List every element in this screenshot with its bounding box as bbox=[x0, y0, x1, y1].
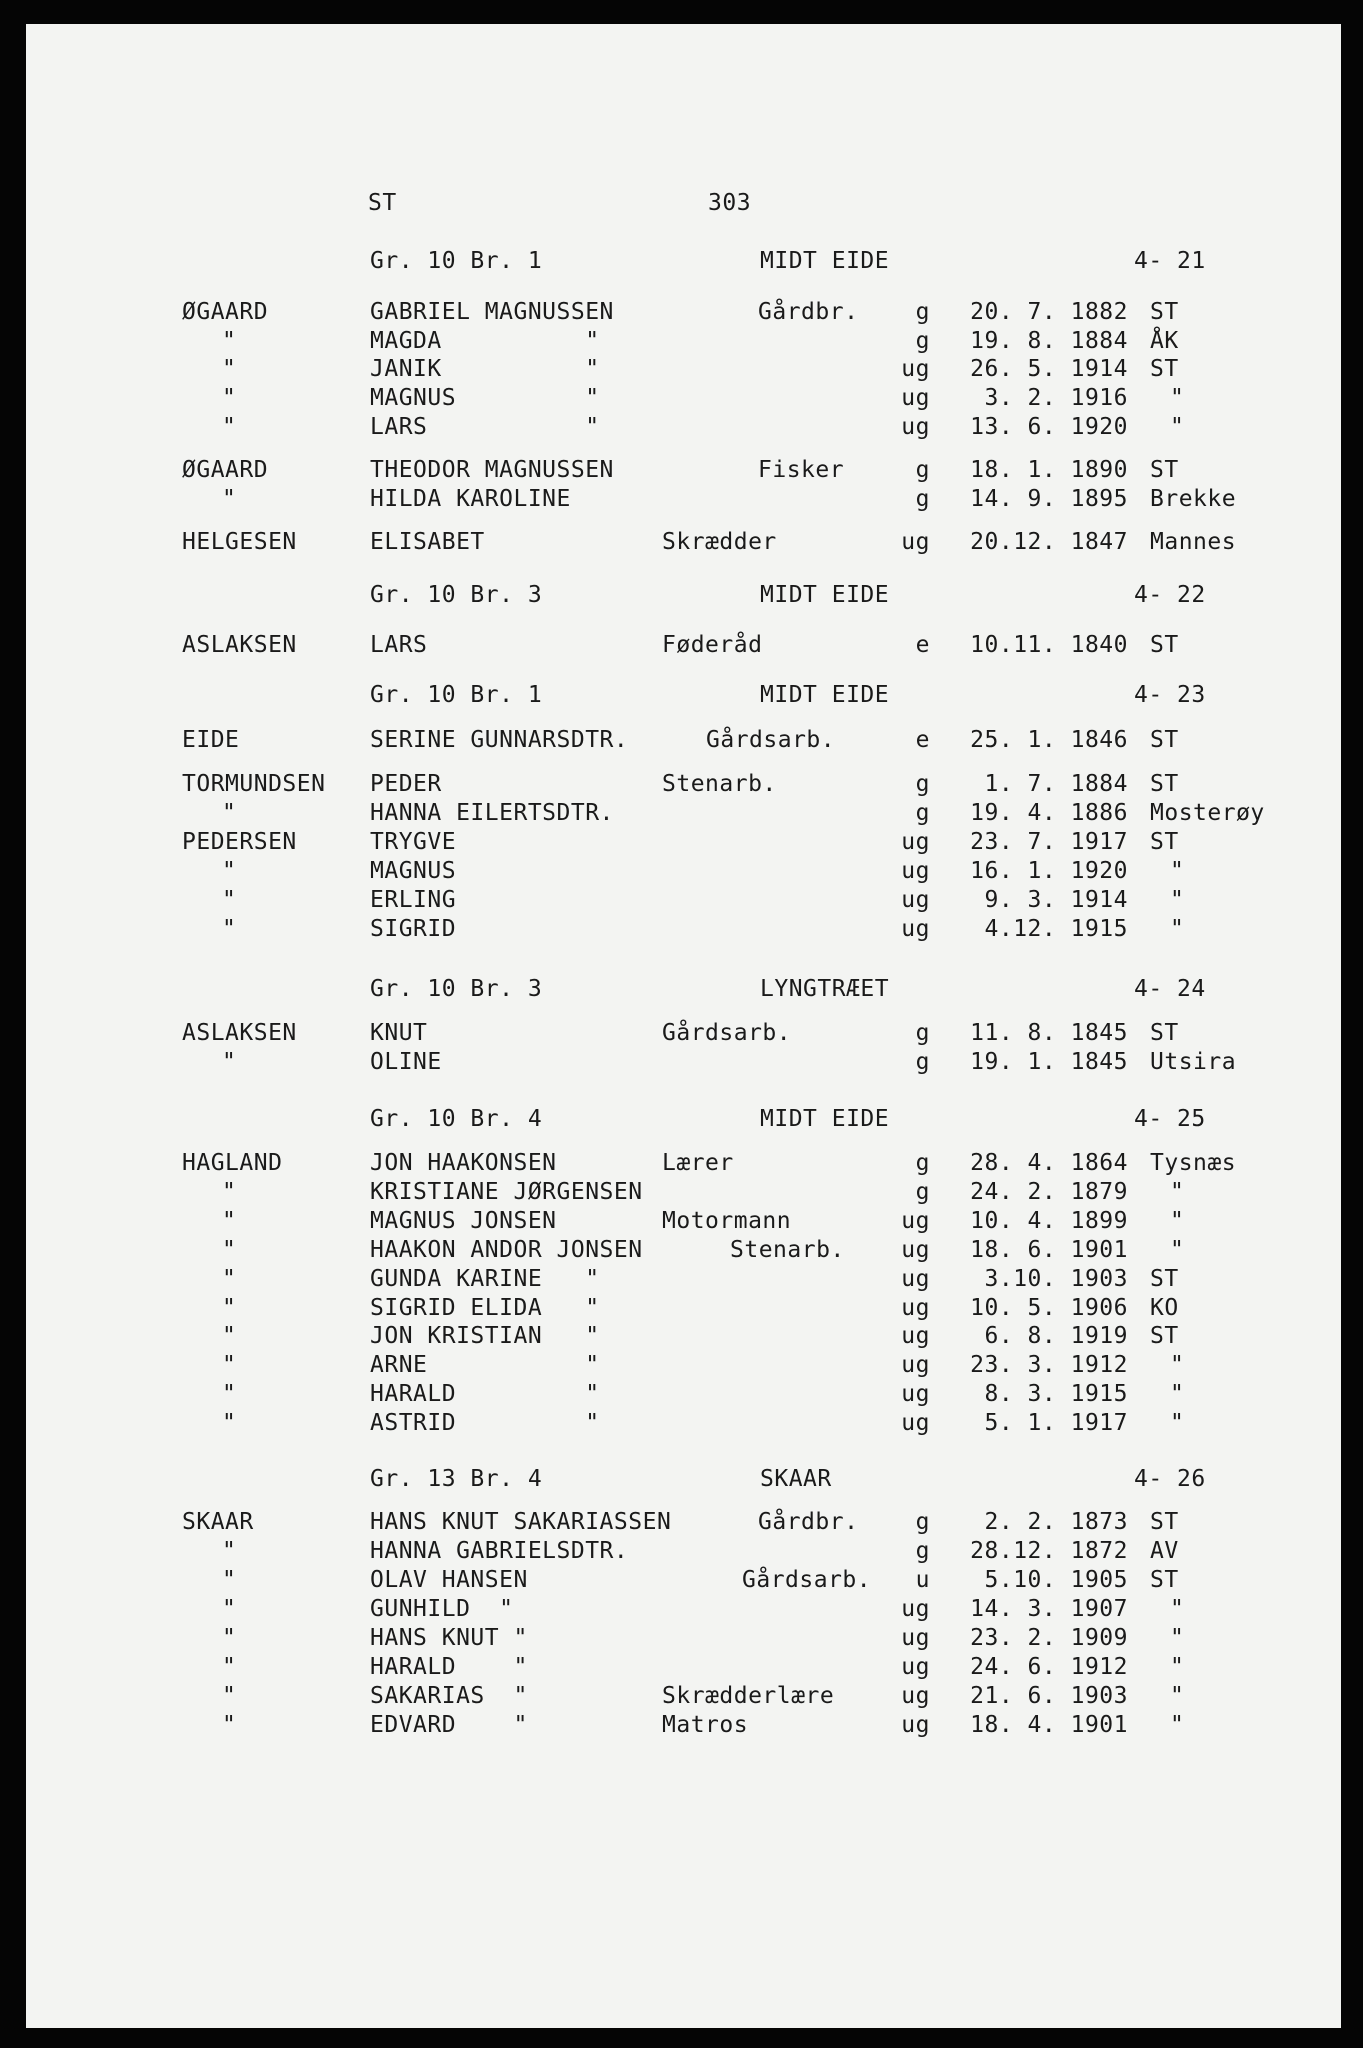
row-date: 24. 6. 1912 bbox=[970, 1654, 1128, 1680]
row-name: LARS bbox=[370, 632, 428, 658]
row-birthplace: Mannes bbox=[1150, 529, 1237, 555]
row-status: ug bbox=[901, 858, 930, 884]
row-status: ug bbox=[901, 1266, 930, 1292]
row-status: ug bbox=[901, 414, 930, 440]
row-surname: " bbox=[222, 1352, 237, 1378]
row-name: ERLING bbox=[370, 887, 457, 913]
row-birthplace: ST bbox=[1150, 771, 1179, 797]
row-date: 23. 2. 1909 bbox=[970, 1625, 1128, 1651]
row-date: 18. 4. 1901 bbox=[970, 1712, 1128, 1738]
row-surname: " bbox=[222, 916, 237, 942]
row-name: GUNHILD " bbox=[370, 1596, 514, 1622]
row-name: ARNE " bbox=[370, 1352, 600, 1378]
row-birthplace: ST bbox=[1150, 632, 1179, 658]
row-surname: " bbox=[222, 1538, 237, 1564]
row-birthplace: ST bbox=[1150, 1567, 1179, 1593]
row-occupation: Gårdsarb. bbox=[742, 1567, 872, 1593]
row-status: ug bbox=[901, 1683, 930, 1709]
row-name: EDVARD " bbox=[370, 1712, 528, 1738]
row-birthplace: ST bbox=[1150, 356, 1179, 382]
row-status: ug bbox=[901, 1381, 930, 1407]
row-status: g bbox=[915, 1049, 930, 1075]
row-birthplace: " bbox=[1170, 1596, 1185, 1622]
row-surname: " bbox=[222, 1712, 237, 1738]
row-status: g bbox=[915, 1538, 930, 1564]
row-surname: " bbox=[222, 1567, 237, 1593]
row-occupation: Skrædderlære bbox=[662, 1683, 835, 1709]
row-date: 10.11. 1840 bbox=[970, 632, 1128, 658]
row-status: ug bbox=[901, 829, 930, 855]
row-date: 1. 7. 1884 bbox=[984, 771, 1128, 797]
row-birthplace: ST bbox=[1150, 1323, 1179, 1349]
row-birthplace: " bbox=[1170, 916, 1185, 942]
row-date: 6. 8. 1919 bbox=[984, 1323, 1128, 1349]
row-surname: " bbox=[222, 800, 237, 826]
row-surname: " bbox=[222, 887, 237, 913]
row-surname: " bbox=[222, 1266, 237, 1292]
row-date: 2. 2. 1873 bbox=[984, 1509, 1128, 1535]
row-status: g bbox=[915, 457, 930, 483]
row-date: 14. 9. 1895 bbox=[970, 486, 1128, 512]
row-status: ug bbox=[901, 1596, 930, 1622]
row-birthplace: ST bbox=[1150, 299, 1179, 325]
row-birthplace: " bbox=[1170, 1410, 1185, 1436]
row-birthplace: Brekke bbox=[1150, 486, 1237, 512]
row-surname: " bbox=[222, 1654, 237, 1680]
row-occupation: Fisker bbox=[758, 457, 845, 483]
row-date: 13. 6. 1920 bbox=[970, 414, 1128, 440]
row-surname: " bbox=[222, 1625, 237, 1651]
row-status: ug bbox=[901, 356, 930, 382]
row-name: HAAKON ANDOR JONSEN bbox=[370, 1237, 643, 1263]
row-occupation: Gårdsarb. bbox=[706, 727, 836, 753]
row-name: GABRIEL MAGNUSSEN bbox=[370, 299, 614, 325]
row-birthplace: " bbox=[1170, 385, 1185, 411]
row-surname: " bbox=[222, 1237, 237, 1263]
row-birthplace: " bbox=[1170, 1237, 1185, 1263]
page-number: 303 bbox=[708, 190, 752, 216]
row-occupation: Føderåd bbox=[662, 632, 763, 658]
row-name: SERINE GUNNARSDTR. bbox=[370, 727, 629, 753]
row-status: u bbox=[915, 1567, 930, 1593]
row-name: JANIK " bbox=[370, 356, 600, 382]
row-name: SAKARIAS " bbox=[370, 1683, 528, 1709]
row-status: e bbox=[915, 632, 930, 658]
row-date: 23. 7. 1917 bbox=[970, 829, 1128, 855]
row-date: 21. 6. 1903 bbox=[970, 1683, 1128, 1709]
row-occupation: Stenarb. bbox=[662, 771, 777, 797]
row-surname: " bbox=[222, 328, 237, 354]
row-name: HANS KNUT SAKARIASSEN bbox=[370, 1509, 672, 1535]
row-surname: " bbox=[222, 414, 237, 440]
row-status: ug bbox=[901, 1352, 930, 1378]
row-date: 18. 6. 1901 bbox=[970, 1237, 1128, 1263]
row-surname: " bbox=[222, 1049, 237, 1075]
row-surname: " bbox=[222, 1295, 237, 1321]
section-place: MIDT EIDE bbox=[760, 582, 890, 608]
row-birthplace: ÅK bbox=[1150, 328, 1179, 354]
row-occupation: Matros bbox=[662, 1712, 749, 1738]
row-birthplace: ST bbox=[1150, 457, 1179, 483]
row-surname: SKAAR bbox=[182, 1509, 254, 1535]
row-date: 10. 5. 1906 bbox=[970, 1295, 1128, 1321]
row-name: HANS KNUT " bbox=[370, 1625, 528, 1651]
row-birthplace: ST bbox=[1150, 1509, 1179, 1535]
row-surname: " bbox=[222, 858, 237, 884]
row-surname: HAGLAND bbox=[182, 1150, 283, 1176]
row-birthplace: ST bbox=[1150, 1266, 1179, 1292]
row-date: 19. 1. 1845 bbox=[970, 1049, 1128, 1075]
row-surname: " bbox=[222, 1410, 237, 1436]
row-surname: ØGAARD bbox=[182, 457, 269, 483]
row-status: ug bbox=[901, 529, 930, 555]
row-name: ELISABET bbox=[370, 529, 485, 555]
row-birthplace: ST bbox=[1150, 727, 1179, 753]
row-status: ug bbox=[901, 1410, 930, 1436]
header-code: ST bbox=[368, 190, 397, 216]
row-status: g bbox=[915, 299, 930, 325]
row-surname: ASLAKSEN bbox=[182, 1020, 297, 1046]
row-name: MAGNUS bbox=[370, 858, 457, 884]
row-date: 26. 5. 1914 bbox=[970, 356, 1128, 382]
row-surname: " bbox=[222, 1323, 237, 1349]
row-surname: " bbox=[222, 486, 237, 512]
row-birthplace: ST bbox=[1150, 829, 1179, 855]
row-status: ug bbox=[901, 887, 930, 913]
row-birthplace: Mosterøy bbox=[1150, 800, 1265, 826]
row-name: HARALD " bbox=[370, 1654, 528, 1680]
section-place: LYNGTRÆET bbox=[760, 976, 890, 1002]
row-date: 25. 1. 1846 bbox=[970, 727, 1128, 753]
row-status: g bbox=[915, 1179, 930, 1205]
row-occupation: Stenarb. bbox=[730, 1237, 845, 1263]
row-surname: " bbox=[222, 1596, 237, 1622]
row-surname: " bbox=[222, 1381, 237, 1407]
row-status: ug bbox=[901, 385, 930, 411]
section-group: Gr. 10 Br. 1 bbox=[370, 248, 543, 274]
row-status: g bbox=[915, 771, 930, 797]
row-date: 24. 2. 1879 bbox=[970, 1179, 1128, 1205]
row-surname: " bbox=[222, 1208, 237, 1234]
row-name: GUNDA KARINE " bbox=[370, 1266, 600, 1292]
row-name: MAGNUS " bbox=[370, 385, 600, 411]
row-name: MAGDA " bbox=[370, 328, 600, 354]
row-birthplace: " bbox=[1170, 1208, 1185, 1234]
row-name: OLAV HANSEN bbox=[370, 1567, 528, 1593]
section-place: SKAAR bbox=[760, 1466, 832, 1492]
row-occupation: Gårdsarb. bbox=[662, 1020, 792, 1046]
row-birthplace: Utsira bbox=[1150, 1049, 1237, 1075]
row-name: HANNA GABRIELSDTR. bbox=[370, 1538, 629, 1564]
row-status: g bbox=[915, 800, 930, 826]
row-birthplace: " bbox=[1170, 1654, 1185, 1680]
row-status: g bbox=[915, 1509, 930, 1535]
row-date: 3. 2. 1916 bbox=[984, 385, 1128, 411]
row-birthplace: " bbox=[1170, 1381, 1185, 1407]
row-surname: " bbox=[222, 1179, 237, 1205]
row-name: ASTRID " bbox=[370, 1410, 600, 1436]
section-number: 4- 26 bbox=[1134, 1466, 1206, 1492]
row-date: 10. 4. 1899 bbox=[970, 1208, 1128, 1234]
section-number: 4- 23 bbox=[1134, 682, 1206, 708]
row-occupation: Gårdbr. bbox=[758, 1509, 859, 1535]
row-name: OLINE bbox=[370, 1049, 442, 1075]
row-name: PEDER bbox=[370, 771, 442, 797]
document-page bbox=[26, 24, 1341, 2028]
row-surname: ASLAKSEN bbox=[182, 632, 297, 658]
row-status: g bbox=[915, 1150, 930, 1176]
row-date: 18. 1. 1890 bbox=[970, 457, 1128, 483]
row-status: g bbox=[915, 328, 930, 354]
row-name: THEODOR MAGNUSSEN bbox=[370, 457, 614, 483]
row-status: ug bbox=[901, 1295, 930, 1321]
row-birthplace: AV bbox=[1150, 1538, 1179, 1564]
row-date: 14. 3. 1907 bbox=[970, 1596, 1128, 1622]
row-birthplace: " bbox=[1170, 1352, 1185, 1378]
row-date: 20.12. 1847 bbox=[970, 529, 1128, 555]
row-birthplace: " bbox=[1170, 1625, 1185, 1651]
row-name: KRISTIANE JØRGENSEN bbox=[370, 1179, 643, 1205]
row-name: HANNA EILERTSDTR. bbox=[370, 800, 614, 826]
row-surname: " bbox=[222, 385, 237, 411]
row-date: 5. 1. 1917 bbox=[984, 1410, 1128, 1436]
section-number: 4- 25 bbox=[1134, 1106, 1206, 1132]
row-date: 4.12. 1915 bbox=[984, 916, 1128, 942]
row-status: g bbox=[915, 486, 930, 512]
row-birthplace: " bbox=[1170, 1179, 1185, 1205]
row-status: ug bbox=[901, 1323, 930, 1349]
row-surname: " bbox=[222, 356, 237, 382]
row-name: HILDA KAROLINE bbox=[370, 486, 571, 512]
row-date: 16. 1. 1920 bbox=[970, 858, 1128, 884]
section-number: 4- 24 bbox=[1134, 976, 1206, 1002]
row-status: ug bbox=[901, 1237, 930, 1263]
section-group: Gr. 10 Br. 4 bbox=[370, 1106, 543, 1132]
row-surname: PEDERSEN bbox=[182, 829, 297, 855]
row-status: ug bbox=[901, 1625, 930, 1651]
row-occupation: Skrædder bbox=[662, 529, 777, 555]
row-date: 3.10. 1903 bbox=[984, 1266, 1128, 1292]
row-birthplace: " bbox=[1170, 887, 1185, 913]
row-date: 19. 8. 1884 bbox=[970, 328, 1128, 354]
row-date: 23. 3. 1912 bbox=[970, 1352, 1128, 1378]
row-status: e bbox=[915, 727, 930, 753]
row-status: ug bbox=[901, 916, 930, 942]
row-date: 28. 4. 1864 bbox=[970, 1150, 1128, 1176]
row-name: KNUT bbox=[370, 1020, 428, 1046]
section-group: Gr. 10 Br. 3 bbox=[370, 976, 543, 1002]
row-status: g bbox=[915, 1020, 930, 1046]
row-occupation: Lærer bbox=[662, 1150, 734, 1176]
row-occupation: Motormann bbox=[662, 1208, 792, 1234]
row-surname: HELGESEN bbox=[182, 529, 297, 555]
row-birthplace: Tysnæs bbox=[1150, 1150, 1237, 1176]
row-birthplace: ST bbox=[1150, 1020, 1179, 1046]
row-date: 11. 8. 1845 bbox=[970, 1020, 1128, 1046]
row-surname: " bbox=[222, 1683, 237, 1709]
row-date: 9. 3. 1914 bbox=[984, 887, 1128, 913]
row-birthplace: KO bbox=[1150, 1295, 1179, 1321]
section-group: Gr. 10 Br. 1 bbox=[370, 682, 543, 708]
row-name: LARS " bbox=[370, 414, 600, 440]
row-name: HARALD " bbox=[370, 1381, 600, 1407]
section-number: 4- 21 bbox=[1134, 248, 1206, 274]
row-birthplace: " bbox=[1170, 414, 1185, 440]
row-name: JON HAAKONSEN bbox=[370, 1150, 557, 1176]
section-group: Gr. 13 Br. 4 bbox=[370, 1466, 543, 1492]
section-place: MIDT EIDE bbox=[760, 682, 890, 708]
row-name: TRYGVE bbox=[370, 829, 457, 855]
row-birthplace: " bbox=[1170, 1683, 1185, 1709]
row-surname: ØGAARD bbox=[182, 299, 269, 325]
row-surname: TORMUNDSEN bbox=[182, 771, 326, 797]
row-date: 5.10. 1905 bbox=[984, 1567, 1128, 1593]
row-name: MAGNUS JONSEN bbox=[370, 1208, 557, 1234]
section-group: Gr. 10 Br. 3 bbox=[370, 582, 543, 608]
row-date: 20. 7. 1882 bbox=[970, 299, 1128, 325]
row-surname: EIDE bbox=[182, 727, 240, 753]
row-birthplace: " bbox=[1170, 1712, 1185, 1738]
row-date: 28.12. 1872 bbox=[970, 1538, 1128, 1564]
row-status: ug bbox=[901, 1654, 930, 1680]
section-place: MIDT EIDE bbox=[760, 248, 890, 274]
row-name: SIGRID bbox=[370, 916, 457, 942]
row-birthplace: " bbox=[1170, 858, 1185, 884]
row-name: JON KRISTIAN " bbox=[370, 1323, 600, 1349]
row-name: SIGRID ELIDA " bbox=[370, 1295, 600, 1321]
row-status: ug bbox=[901, 1208, 930, 1234]
row-date: 19. 4. 1886 bbox=[970, 800, 1128, 826]
section-place: MIDT EIDE bbox=[760, 1106, 890, 1132]
row-date: 8. 3. 1915 bbox=[984, 1381, 1128, 1407]
row-status: ug bbox=[901, 1712, 930, 1738]
section-number: 4- 22 bbox=[1134, 582, 1206, 608]
row-occupation: Gårdbr. bbox=[758, 299, 859, 325]
